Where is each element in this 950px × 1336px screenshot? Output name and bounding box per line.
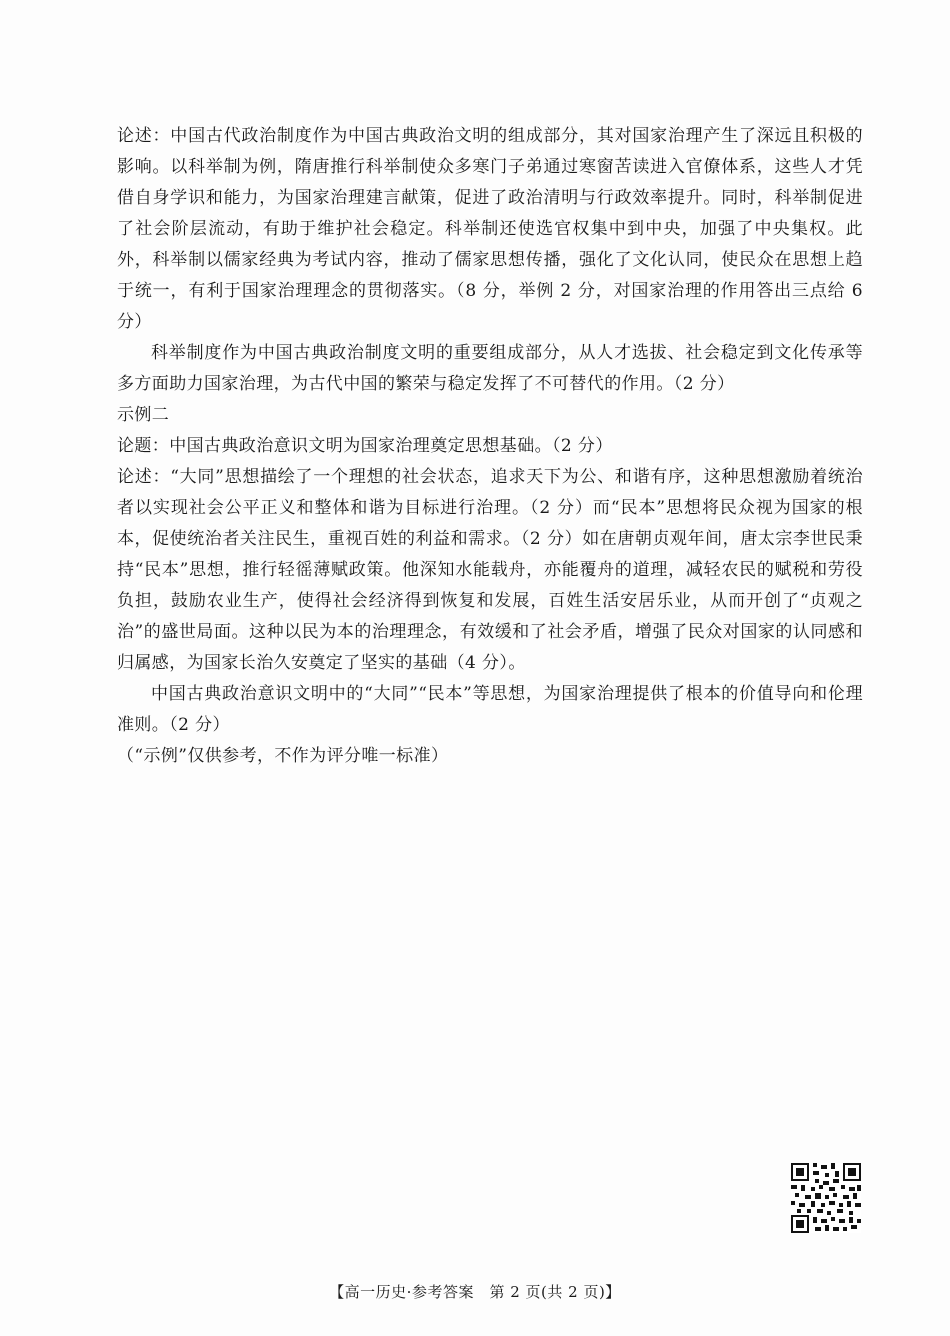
paragraph-essay-two: 论述：“大同”思想描绘了一个理想的社会状态，追求天下为公、和谐有序，这种思想激励着统治者以实现社会公平正义和整体和谐为目标进行治理。（2 分）而“民本”思想将民众视为国家的根本，促使统治者关注民生，重视百姓的利益和需求。（2 分）如在唐朝贞观年间，唐太宗李世民秉持“民本”思想，推行轻徭薄赋政策。他深知水能载舟，亦能覆舟的道理，减轻农民的赋税和劳役负担，鼓励农业生产，使得社会经济得到恢复和发展，百姓生活安居乐业，从而开创了“贞观之治”的盛世局面。这种以民为本的治理理念，有效缓和了社会矛盾，增强了民众对国家的认同感和归属感，为国家长治久安奠定了坚实的基础（4 分）。 (117, 467, 863, 673)
grading-note: （“示例”仅供参考，不作为评分唯一标准） (117, 746, 449, 766)
paragraph-conclusion-two: 中国古典政治意识文明中的“大同”“民本”等思想，为国家治理提供了根本的价值导向和伦理准则。（2 分） (117, 684, 863, 735)
document-body (117, 121, 863, 772)
paragraph-thesis-two: 论题：中国古典政治意识文明为国家治理奠定思想基础。（2 分） (117, 436, 613, 456)
paragraph-essay-one: 论述：中国古代政治制度作为中国古典政治文明的组成部分，其对国家治理产生了深远且积极的影响。以科举制为例，隋唐推行科举制使众多寒门子弟通过寒窗苦读进入官僚体系，这些人才凭借自身学识和能力，为国家治理建言献策，促进了政治清明与行政效率提升。同时，科举制促进了社会阶层流动，有助于维护社会稳定。科举制还使选官权集中到中央，加强了中央集权。此外，科举制以儒家经典为考试内容，推动了儒家思想传播，强化了文化认同，使民众在思想上趋于统一，有利于国家治理理念的贯彻落实。（8 分，举例 2 分，对国家治理的作用答出三点给 6 分） (117, 126, 863, 332)
section-heading-example-two: 示例二 (117, 405, 170, 425)
paragraph-conclusion-one: 科举制度作为中国古典政治制度文明的重要组成部分，从人才选拔、社会稳定到文化传承等多方面助力国家治理，为古代中国的繁荣与稳定发挥了不可替代的作用。（2 分） (117, 343, 863, 394)
qr-code-icon (791, 1163, 861, 1233)
page-footer: 【高一历史·参考答案 第 2 页(共 2 页)】 (329, 1283, 621, 1301)
